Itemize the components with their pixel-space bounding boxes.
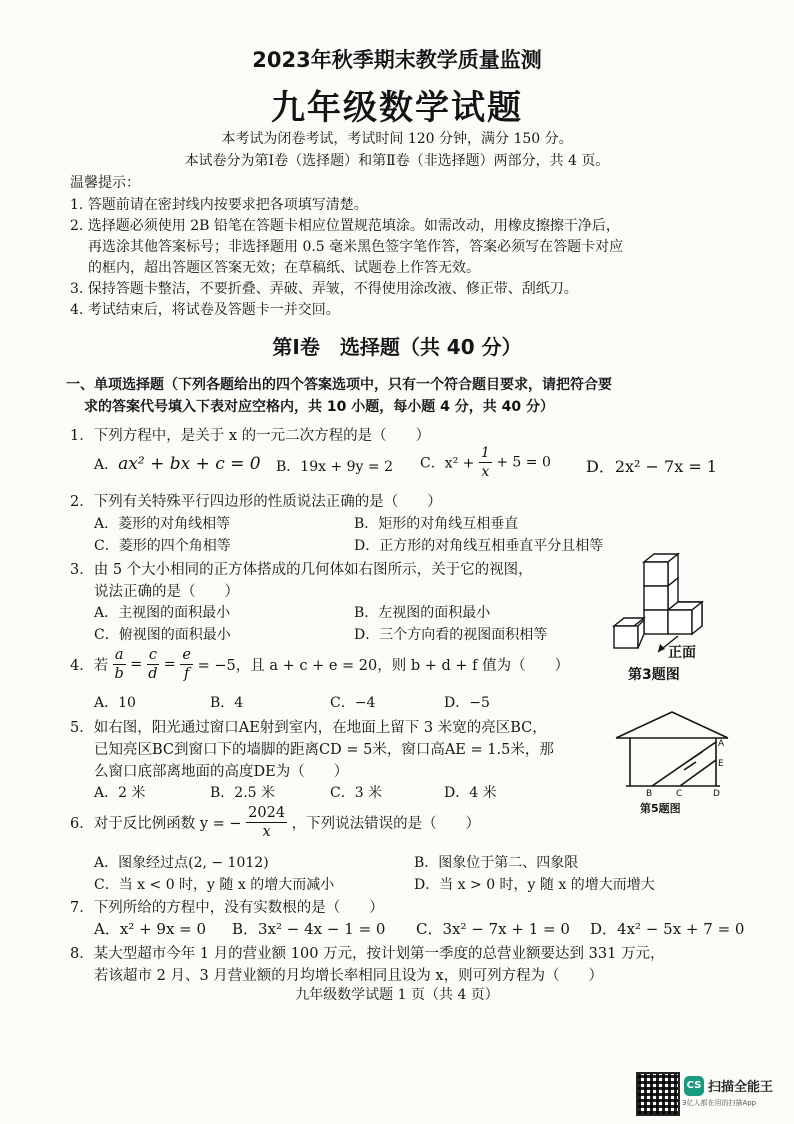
q6-option-d: D．当 x > 0 时，y 随 x 的增大而增大: [414, 877, 655, 893]
q7-option-c: C．3x² − 7x + 1 = 0: [416, 920, 570, 938]
q6-fraction: [246, 804, 287, 841]
q7-stem: 7．下列所给的方程中，没有实数根的是（ ）: [70, 900, 384, 916]
q8-stem-2: 若该超市 2 月、3 月营业额的月均增长率相同且设为 x，则可列方程为（ ）: [94, 968, 604, 984]
q4-option-b: B．4: [210, 695, 244, 711]
q5-point-a: A: [718, 739, 725, 749]
tips-heading: 温馨提示：: [70, 175, 140, 191]
q1-option-b: B．19x + 9y = 2: [276, 459, 393, 475]
q1-option-d: D．2x² − 7x = 1: [586, 457, 717, 476]
q3-front-label: 正面: [668, 645, 696, 661]
exam-title: 2023年秋季期末教学质量监测: [252, 48, 542, 72]
qr-code: [636, 1072, 680, 1116]
q4-f2-num: c: [148, 647, 157, 663]
q5-stem-2: 已知亮区BC到窗口下的墙脚的距离CD = 5米，窗口高AE = 1.5米，那: [94, 742, 554, 758]
q5-stem-1: 5．如右图，阳光通过窗口AE射到室内，在地面上留下 3 米宽的亮区BC，: [70, 720, 547, 736]
q4-pre: 4．若: [70, 658, 109, 674]
q4-option-c: C．−4: [330, 695, 376, 711]
tip-item-2-cont2: 的框内，超出答题区答案无效；在草稿纸、试题卷上作答无效。: [88, 260, 480, 276]
tip-item-2-cont: 再选涂其他答案标号；非选择题用 0.5 毫米黑色签字笔作答，答案必须写在答题卡对应: [88, 239, 624, 255]
q4-eq-2: =: [163, 656, 176, 673]
q2-stem: 2．下列有关特殊平行四边形的性质说法正确的是（ ）: [70, 494, 442, 510]
q1-option-a-expr: ax² + bx + c = 0: [118, 454, 261, 474]
q6-option-a: A．图象经过点(2, − 1012): [94, 855, 269, 871]
q5-point-d: D: [713, 789, 720, 799]
scanner-tagline: 3亿人都在用的扫描App: [682, 1099, 757, 1107]
page-footer: 九年级数学试题 1 页（共 4 页）: [295, 987, 499, 1003]
q5-point-e: E: [718, 759, 724, 769]
q5-point-b: B: [646, 789, 653, 799]
q1-option-a-letter: A．: [94, 457, 119, 473]
q3-figure-caption: 第3题图: [628, 667, 680, 683]
q5-option-a: A．2 米: [94, 785, 146, 801]
q5-house-figure: [612, 708, 742, 818]
exam-note-2: 本试卷分为第Ⅰ卷（选择题）和第Ⅱ卷（非选择题）两部分，共 4 页。: [184, 153, 610, 169]
q4-fraction-e-f: [180, 646, 193, 683]
cube-left-front: [614, 626, 638, 648]
sun-ray-arrow-a: [690, 752, 702, 760]
q7-option-b: B．3x² − 4x − 1 = 0: [232, 920, 386, 938]
q2-option-b: B．矩形的对角线互相垂直: [354, 516, 519, 532]
section-instruction-2: 求的答案代号填入下表对应空格内，共 10 小题，每小题 4 分，共 40 分）: [84, 399, 554, 415]
exam-subject-title: 九年级数学试题: [271, 88, 523, 128]
q8-stem-1: 8．某大型超市今年 1 月的营业额 100 万元，按计划第一季度的总营业额要达到 331 万元，: [70, 946, 665, 962]
q1-c-den: x: [481, 464, 490, 480]
q4-f3-num: e: [182, 647, 191, 663]
scanner-logo-icon: CS: [684, 1076, 704, 1096]
q4-stem: [70, 646, 569, 690]
q6-option-b: B．图象位于第二、四象限: [414, 855, 579, 871]
q6-stem: [70, 804, 480, 850]
exam-note-1: 本考试为闭卷考试，考试时间 120 分钟，满分 150 分。: [221, 131, 573, 147]
q4-fraction-a-b: [113, 646, 126, 683]
cube-front-face: [644, 562, 668, 586]
q4-f2-den: d: [148, 666, 158, 682]
q7-option-d: D．4x² − 5x + 7 = 0: [590, 920, 745, 938]
tip-item-4: 4. 考试结束后，将试卷及答题卡一并交回。: [70, 302, 340, 318]
q1-option-c-post: + 5 = 0: [496, 454, 551, 471]
q6-den: x: [262, 824, 271, 840]
q3-option-d: D．三个方向看的视图面积相等: [354, 627, 548, 643]
q5-stem-3: 么窗口底部离地面的高度DE为（ ）: [94, 764, 349, 780]
q4-f1-num: a: [114, 647, 124, 663]
cube-front-face-4: [668, 610, 692, 634]
q2-option-c: C．菱形的四个角相等: [94, 538, 231, 554]
q3-cube-figure: [606, 552, 716, 682]
cube-front-face-3: [644, 610, 668, 634]
section-title: 第Ⅰ卷 选择题（共 40 分）: [272, 335, 522, 359]
q4-fraction-c-d: [147, 646, 159, 683]
q5-option-b: B．2.5 米: [210, 785, 276, 801]
house-roof: [616, 712, 728, 738]
q5-figure-caption: 第5题图: [640, 802, 681, 815]
q4-eq-1: =: [130, 656, 143, 673]
tip-item-2: 2. 选择题必须使用 2B 铅笔在答题卡相应位置规范填涂。如需改动，用橡皮擦擦干净后，: [70, 218, 620, 234]
q3-option-a: A．主视图的面积最小: [94, 605, 231, 621]
q1-c-num: 1: [480, 445, 490, 461]
q1-option-c: [420, 444, 551, 488]
q2-option-d: D．正方形的对角线互相垂直平分且相等: [354, 538, 604, 554]
section-instruction-1: 一、单项选择题（下列各题给出的四个答案选项中，只有一个符合题目要求，请把符合要: [66, 377, 612, 393]
q3-stem-2: 说法正确的是（ ）: [94, 584, 239, 600]
q2-option-a: A．菱形的对角线相等: [94, 516, 231, 532]
q4-option-a: A．10: [94, 695, 136, 711]
sun-ray-1: [652, 742, 716, 786]
tip-item-1: 1. 答题前请在密封线内按要求把各项填写清楚。: [70, 197, 368, 213]
cube-front-face-2: [644, 586, 668, 610]
tip-item-3: 3. 保持答题卡整洁，不要折叠、弄破、弄皱，不得使用涂改液、修正带、刮纸刀。: [70, 281, 578, 297]
q6-num: 2024: [248, 805, 286, 821]
q4-f1-den: b: [114, 666, 124, 682]
q4-post: = −5，且 a + c + e = 20，则 b + d + f 值为（ ）: [197, 658, 570, 674]
q3-stem-1: 3．由 5 个大小相同的正方体搭成的几何体如右图所示，关于它的视图，: [70, 562, 533, 578]
q4-f3-den: f: [183, 666, 190, 682]
q5-point-c: C: [676, 789, 683, 799]
q1-option-c-pre: C．x² +: [420, 455, 475, 472]
scanner-brand-name: 扫描全能王: [708, 1080, 774, 1095]
q1-option-a: [94, 454, 261, 474]
q1-option-c-fraction: [479, 444, 492, 481]
q4-option-d: D．−5: [444, 695, 490, 711]
q5-option-d: D．4 米: [444, 785, 497, 801]
q1-stem: 1．下列方程中，是关于 x 的一元二次方程的是（ ）: [70, 428, 431, 444]
cube-left-side: [638, 620, 644, 648]
q7-option-a: A．x² + 9x = 0: [94, 920, 207, 938]
q3-option-b: B．左视图的面积最小: [354, 605, 491, 621]
front-arrow-head: [658, 644, 665, 652]
q5-option-c: C．3 米: [330, 785, 383, 801]
q6-pre: 6．对于反比例函数 y = −: [70, 816, 242, 832]
q6-post: ，下列说法错误的是（ ）: [291, 816, 481, 832]
q6-option-c: C．当 x < 0 时，y 随 x 的增大而减小: [94, 877, 335, 893]
q3-option-c: C．俯视图的面积最小: [94, 627, 231, 643]
